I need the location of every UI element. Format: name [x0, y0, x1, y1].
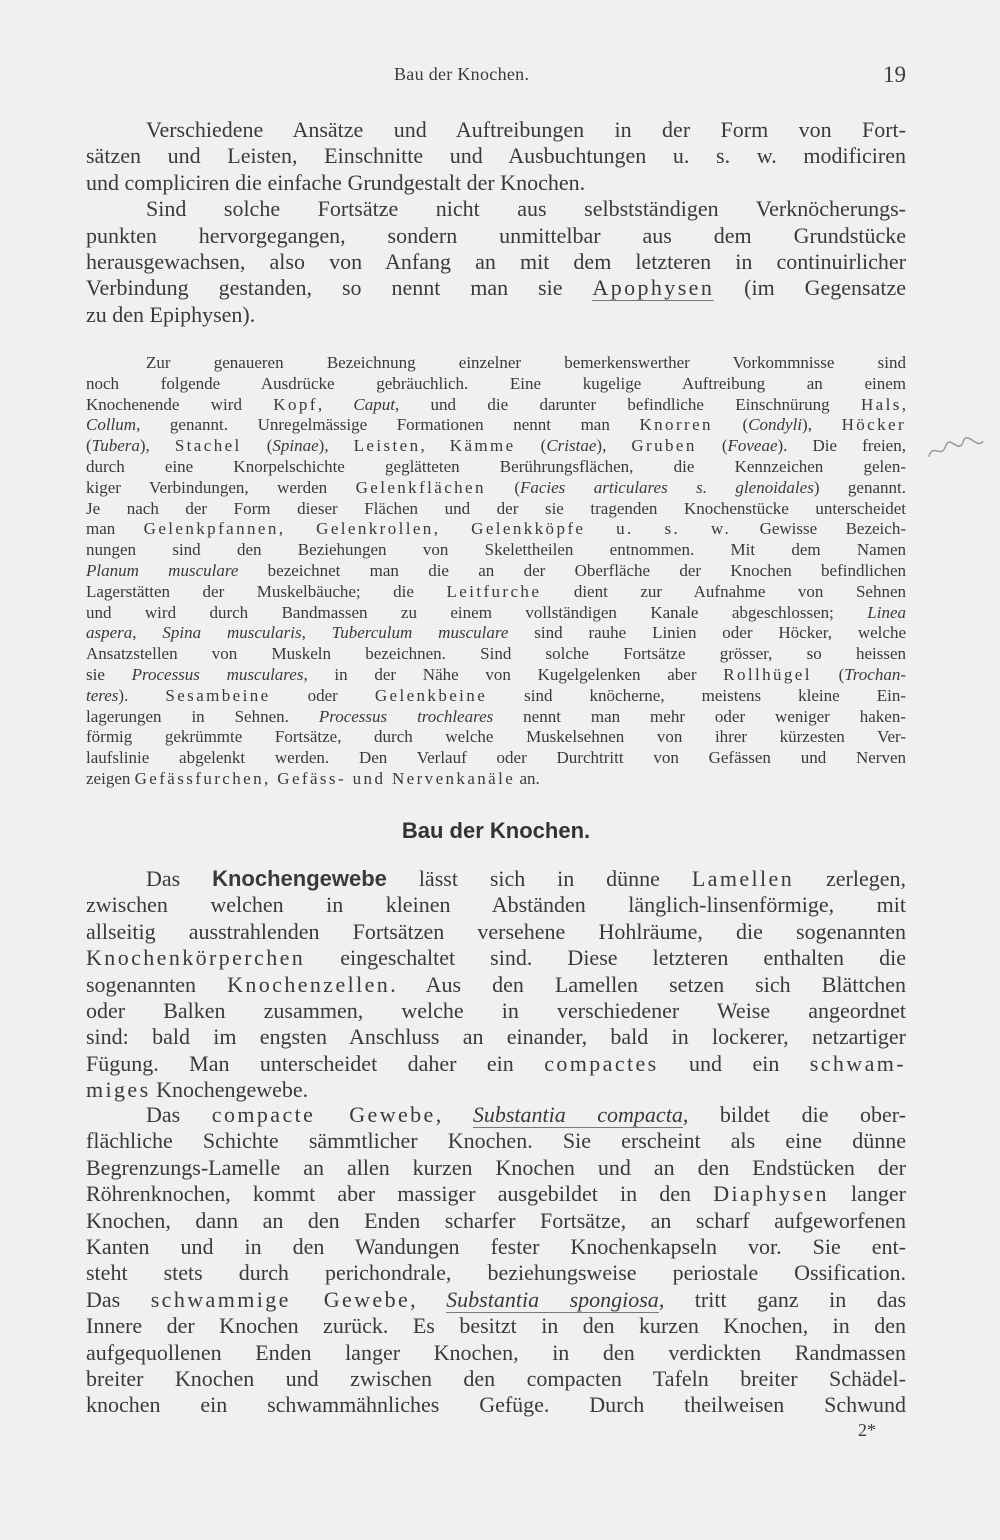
text-line: Planum musculare bezeichnet man die an der Oberfläche der Knochen befindlichen — [86, 560, 906, 580]
page — [86, 0, 906, 1540]
text-line: und wird durch Bandmassen zu einem vollständigen Kanale abgeschlossen; Linea — [86, 602, 906, 622]
text-line: Kanten und in den Wandungen fester Knochenkapseln vor. Sie ent- — [86, 1234, 906, 1260]
text-line: sind: bald im engsten Anschluss an einander, bald in lockerer, netzartiger — [86, 1024, 906, 1050]
text-line: sätzen und Leisten, Einschnitte und Ausbuchtungen u. s. w. modificiren — [86, 143, 906, 169]
text-line: sie Processus musculares, in der Nähe von Kugelgelenken aber Rollhügel (Trochan- — [86, 664, 906, 684]
text-line: kiger Verbindungen, werden Gelenkflächen (Facies articulares s. glenoidales) genannt. — [86, 477, 906, 497]
text-line: oder Balken zusammen, welche in verschiedener Weise angeordnet — [86, 998, 906, 1024]
text-line: flächliche Schichte sämmtlicher Knochen. Sie erscheint als eine dünne — [86, 1128, 906, 1154]
text-line: zwischen welchen in kleinen Abständen länglich-linsenförmige, mit — [86, 892, 906, 918]
running-title: Bau der Knochen. — [394, 64, 530, 84]
text-line: Je nach der Form dieser Flächen und der sie tragenden Knochenstücke unterscheidet — [86, 498, 906, 518]
text-line: laufslinie abgelenkt werden. Den Verlauf oder Durchtritt von Gefässen und Nerven — [86, 748, 906, 768]
text-line: Begrenzungs-Lamelle an allen kurzen Knochen und an den Endstücken der — [86, 1154, 906, 1180]
text-line: Lagerstätten der Muskelbäuche; die Leitfurche dient zur Aufnahme von Sehnen — [86, 581, 906, 601]
text-line: Knochenende wird Kopf, Caput, und die darunter befindliche Einschnürung Hals, — [86, 394, 906, 414]
small-print-paragraph — [86, 353, 906, 790]
text-line: Sind solche Fortsätze nicht aus selbstständigen Verknöcherungs- — [146, 196, 906, 222]
text-line: sogenannten Knochenzellen. Aus den Lamellen setzen sich Blättchen — [86, 971, 907, 997]
text-line: noch folgende Ausdrücke gebräuchlich. Eine kugelige Auftreibung an einem — [86, 373, 906, 393]
text-line: Ansatzstellen von Muskeln bezeichnen. Sind solche Fortsätze grösser, so heissen — [86, 644, 906, 664]
text-line: und compliciren die einfache Grundgestalt der Knochen. — [86, 169, 586, 195]
text-line: durch eine Knorpelschichte geglätteten Berührungsflächen, die Kennzeichen gelen- — [86, 456, 906, 476]
text-line: zeigen Gefässfurchen, Gefäss- und Nervenkanäle an. — [86, 768, 540, 788]
text-line: Das schwammige Gewebe, Substantia spongiosa, tritt ganz in das — [86, 1286, 907, 1312]
text-line: knochen ein schwammähnliches Gefüge. Durch theilweisen Schwund — [86, 1392, 906, 1418]
text-line: aspera, Spina muscularis, Tuberculum musculare sind rauhe Linien oder Höcker, welche — [86, 623, 906, 643]
text-line: förmig gekrümmte Fortsätze, durch welche Muskelsehnen von ihrer kürzesten Ver- — [86, 727, 906, 747]
term-apophysen: Apophysen — [592, 275, 715, 301]
text-line: steht stets durch perichondrale, beziehungsweise periostale Ossification. — [86, 1260, 906, 1286]
text-line: Knochen, dann an den Enden scharfer Fortsätze, an scharf aufgeworfenen — [86, 1207, 906, 1233]
section-heading: Bau der Knochen. — [401, 818, 591, 843]
text-line: teres). Sesambeine oder Gelenkbeine sind knöcherne, meistens kleine Ein- — [86, 685, 906, 705]
text-line: lagerungen in Sehnen. Processus trochleares nennt man mehr oder weniger haken- — [86, 706, 906, 726]
text-line: (Tubera), Stachel (Spinae), Leisten, Kämme (Cristae), Gruben (Foveae). Die freien, — [86, 436, 906, 456]
text-line: Das compacte Gewebe, Substantia compacta, bildet die ober- — [146, 1102, 907, 1127]
running-head — [86, 64, 906, 94]
text-line: Fügung. Man unterscheidet daher ein compactes und ein schwam- — [86, 1050, 906, 1076]
text-line: Röhrenknochen, kommt aber massiger ausgebildet in den Diaphysen langer — [86, 1181, 907, 1207]
text-line: breiter Knochen und zwischen den compacten Tafeln breiter Schädel- — [86, 1366, 906, 1392]
paragraph-compacte-gewebe — [86, 1102, 906, 1419]
text-line: punkten hervorgegangen, sondern unmittelbar aus dem Grundstücke — [86, 222, 906, 248]
text-line: herausgewachsen, also von Anfang an mit dem letzteren in continuirlicher — [86, 249, 906, 275]
signature-mark: 2* — [858, 1420, 876, 1440]
text-line: Knochenkörperchen eingeschaltet sind. Diese letzteren enthalten die — [86, 945, 906, 971]
text-line: Zur genaueren Bezeichnung einzelner bemerkenswerther Vorkommnisse sind — [146, 353, 906, 372]
text-line: zu den Epiphysen). — [86, 301, 256, 327]
text-line: allseitig ausstrahlenden Fortsätzen versehene Hohlräume, die sogenannten — [86, 918, 906, 944]
scribble-icon — [924, 431, 987, 463]
page-number: 19 — [883, 62, 906, 87]
text-line: nungen sind den Beziehungen von Skelettheilen entnommen. Mit dem Namen — [86, 540, 906, 560]
text-line: man Gelenkpfannen, Gelenkrollen, Gelenkköpfe u. s. w. Gewisse Bezeich- — [86, 519, 906, 539]
paragraph-knochengewebe — [86, 866, 906, 1104]
text-line: Collum, genannt. Unregelmässige Formationen nennt man Knorren (Condyli), Höcker — [86, 415, 907, 435]
paragraph-ansaetze — [86, 117, 906, 328]
text-line: Verschiedene Ansätze und Auftreibungen in der Form von Fort- — [146, 117, 906, 142]
text-line: miges Knochengewebe. — [86, 1077, 309, 1103]
text-line: Verbindung gestanden, so nennt man sie Apophysen (im Gegensatze — [86, 275, 907, 301]
text-line: Das Knochengewebe lässt sich in dünne Lamellen zerlegen, — [146, 866, 906, 891]
text-line: aufgequollenen Enden langer Knochen, in den verdickten Randmassen — [86, 1339, 906, 1365]
handwritten-margin-note — [924, 431, 987, 468]
text-line: Innere der Knochen zurück. Es besitzt in den kurzen Knochen, in den — [86, 1313, 906, 1339]
